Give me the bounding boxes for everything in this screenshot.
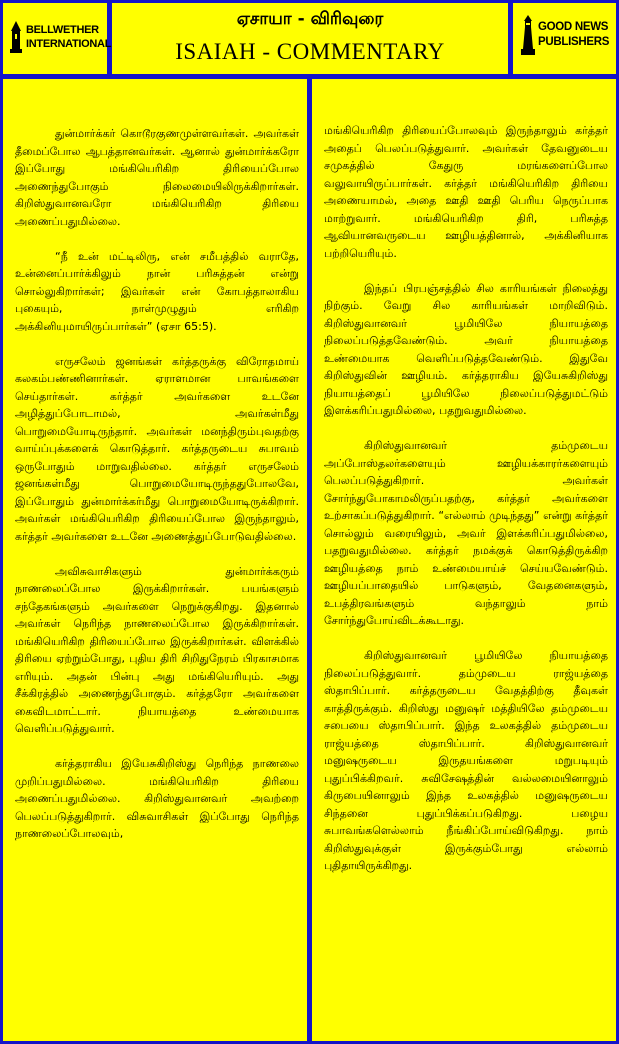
left-text-column [3,79,307,1041]
logo-line-2: PUBLISHERS [538,36,610,48]
bell-tower-icon [9,21,23,53]
bellwether-logo [9,21,111,53]
paragraph: கிறிஸ்துவானவர் பூமியிலே நியாயத்தை நிலைப்படுத்துவார். தம்முடைய ராஜ்யத்தை ஸ்தாபிப்பார். கர்த்தருடைய வேதத்திற்கு தீவுகள் காத்திருக்கும். கிறிஸ்து மனுஷர் மத்தியிலே தம்முடைய சபையை ஸ்தாபிப்பார். இந்த உலகத்தில் தம்முடைய ராஜ்யத்தை ஸ்தாபிப்பார். கிறிஸ்துவானவர் மனுஷருடைய இருதயங்களை மறுபடியும் புதுப்பிக்கிறவர். சுவிசேஷத்தின் வல்லமையினாலும் கிருபையினாலும் இந்த உலகத்தில் மனுஷருடைய சிந்தனை புதுப்பிக்கப்படுகிறது. பழைய சுபாவங்களெல்லாம் நீங்கிப்போய்விடுகிறது. நாம் கிறிஸ்துவுக்குள் இருக்கும்போது எல்லாம் புதிதாயிருக்கிறது. [324,649,608,872]
paragraph: அவிசுவாசிகளும் துன்மார்க்கரும் நாணலைப்போல இருக்கிறார்கள். பயங்களும் சந்தேகங்களும் அவர்களை நெறுக்குகிறது. இதனால் அவர்கள் நெரிந்த நாணலைப்போல இருக்கிறார்கள். மங்கியெரிகிற திரியைப்போல இருக்கிறார்கள். விளக்கில் திரியை ஏற்றும்போது, புதிய திரி சிறிதுநேரம் பிரகாசமாக எரியும். அதன் பின்பு அது மங்கியெரியும். அது சீக்கிரத்தில் அணைந்துபோகும். கர்த்தரோ அவர்களை கைவிடமாட்டார். நியாயத்தை உண்மையாக வெளிப்படுத்துவார். [15,564,299,735]
lighthouse-icon [521,15,535,55]
logo-line-1: BELLWETHER [26,24,99,36]
header-left-panel [3,3,112,74]
paragraph: கர்த்தராகிய இயேசுகிறிஸ்து நெரிந்த நாணலை முறிப்பதுமில்லை. மங்கியெரிகிற திரியை அணைப்பதுமில்லை. கிறிஸ்துவானவர் அவற்றை பெலப்படுத்துகிறார். விசுவாசிகள் இப்போது நெரிந்த நாணலைப்போலவும், [15,757,299,840]
paragraph: கிறிஸ்துவானவர் தம்முடைய அப்போஸ்தலர்களையும் ஊழியக்காரர்களையும் பெலப்படுத்துகிறார். அவர்கள் சோர்ந்துபோகாமலிருப்பதற்கு, கர்த்தர் அவர்களை உற்சாகப்படுத்துகிறார். “எல்லாம் முடிந்தது” என்று கர்த்தர் சொல்லும் வரையிலும், அவர் இளக்கரிப்பதுமில்லை, பதறுவதுமில்லை. கர்த்தர் நமக்குக் கொடுத்திருக்கிற ஊழியத்தை நாம் உண்மையாய்ச் செய்யவேண்டும். ஊழியப்பாதையில் பாடுகளும், வேதனைகளும், உபத்திரவங்களும் வந்தாலும் நாம் சோர்ந்துபோய்விடக்கூடாது. [324,439,608,627]
header-title-panel [112,3,508,74]
paragraph: துன்மார்க்கர் கொடூரகுணமுள்ளவர்கள். அவர்கள் தீமைப்போல ஆபத்தானவர்கள். ஆனால் துன்மார்க்கரோ இப்போது மங்கியெரிகிற திரியைப்போல அணைந்துபோகும் நிலைமையிலிருக்கிறார்கள். கிறிஸ்துவானவரோ மங்கியெரிகிற திரியை அணைப்பதுமில்லை. [15,127,299,228]
paragraph: மங்கியெரிகிற திரியைப்போலவும் இருந்தாலும் கர்த்தர் அதைப் பெலப்படுத்துவார். அவர்கள் தேவனுடைய சமுகத்தில் கேதுரு மரங்களைப்போல வலுவாயிருப்பார்கள். கர்த்தர் மங்கியெரிகிற திரியை அணையாமல், அதை ஊதி ஊதி பெரிய நெருப்பாக மாற்றுவார். மங்கியெரிகிற திரி, பரிசுத்த ஆவியானவருடைய ஊழியத்தினால், அக்கினியாக பற்றியெரியும். [324,124,608,260]
paragraph: “நீ உன் மட்டிலிரு, என் சமீபத்தில் வராதே, உன்னைப்பார்க்கிலும் நான் பரிசுத்தன் என்று சொல்லுகிறார்கள்; இவர்கள் என் கோபத்தாலாகிய புகையும், நாள்முழுதும் எரிகிற அக்கினியுமாயிருப்பார்கள்” (ஏசா 65:5). [15,249,299,333]
title-tamil: ஏசாயா - விரிவுரை [236,9,384,29]
logo-line-2: INTERNATIONAL [26,38,112,50]
header-right-panel [513,3,616,74]
good-news-logo [521,15,609,55]
logo-line-1: GOOD NEWS [538,21,609,33]
paragraph: எருசலேம் ஜனங்கள் கர்த்தருக்கு விரோதமாய் கலகம்பண்ணினார்கள். ஏராளமான பாவங்களை செய்தார்கள். கர்த்தர் அவர்களை உடனே அழித்துப்போடாமல், அவர்கள்மீது பொறுமையோடிருந்தார். அவர்கள் மனந்திரும்புவதற்கு வாய்ப்புக்களைக் கொடுத்தார். கர்த்தருடைய சுபாவம் ஒருபோதும் மாறுவதில்லை. கர்த்தர் எருசலேம் ஜனங்கள்மீது பொறுமையோடிருந்ததுபோலவே, இப்போதும் துன்மார்க்கர்மீது பொறுமையோடிருக்கிறார். அவர்கள் மங்கியெரிகிற திரியைப்போல இருந்தாலும், கர்த்தர் அவர்களை உடனே அணைத்துப்போடுவதில்லை. [15,354,299,543]
title-english: ISAIAH - COMMENTARY [175,39,445,64]
paragraph: இந்தப் பிரபஞ்சத்தில் சில காரியங்கள் நிலைத்து நிற்கும். வேறு சில காரியங்கள் மாறிவிடும். கிறிஸ்துவானவர் பூமியிலே நியாயத்தை நிலைப்படுத்தவேண்டும். அவர் நியாயத்தை உண்மையாக வெளிப்படுத்தவேண்டும். இதுவே கிறிஸ்துவின் ஊழியம். கர்த்தராகிய இயேசுகிறிஸ்து நியாயத்தைப் பூமியிலே நிலைப்படுத்துமட்டும் இளக்கரிப்பதுமில்லை, பதறுவதுமில்லை. [324,281,608,417]
left-column-text [15,125,299,860]
right-column-text [324,122,608,892]
right-text-column [312,79,616,1041]
